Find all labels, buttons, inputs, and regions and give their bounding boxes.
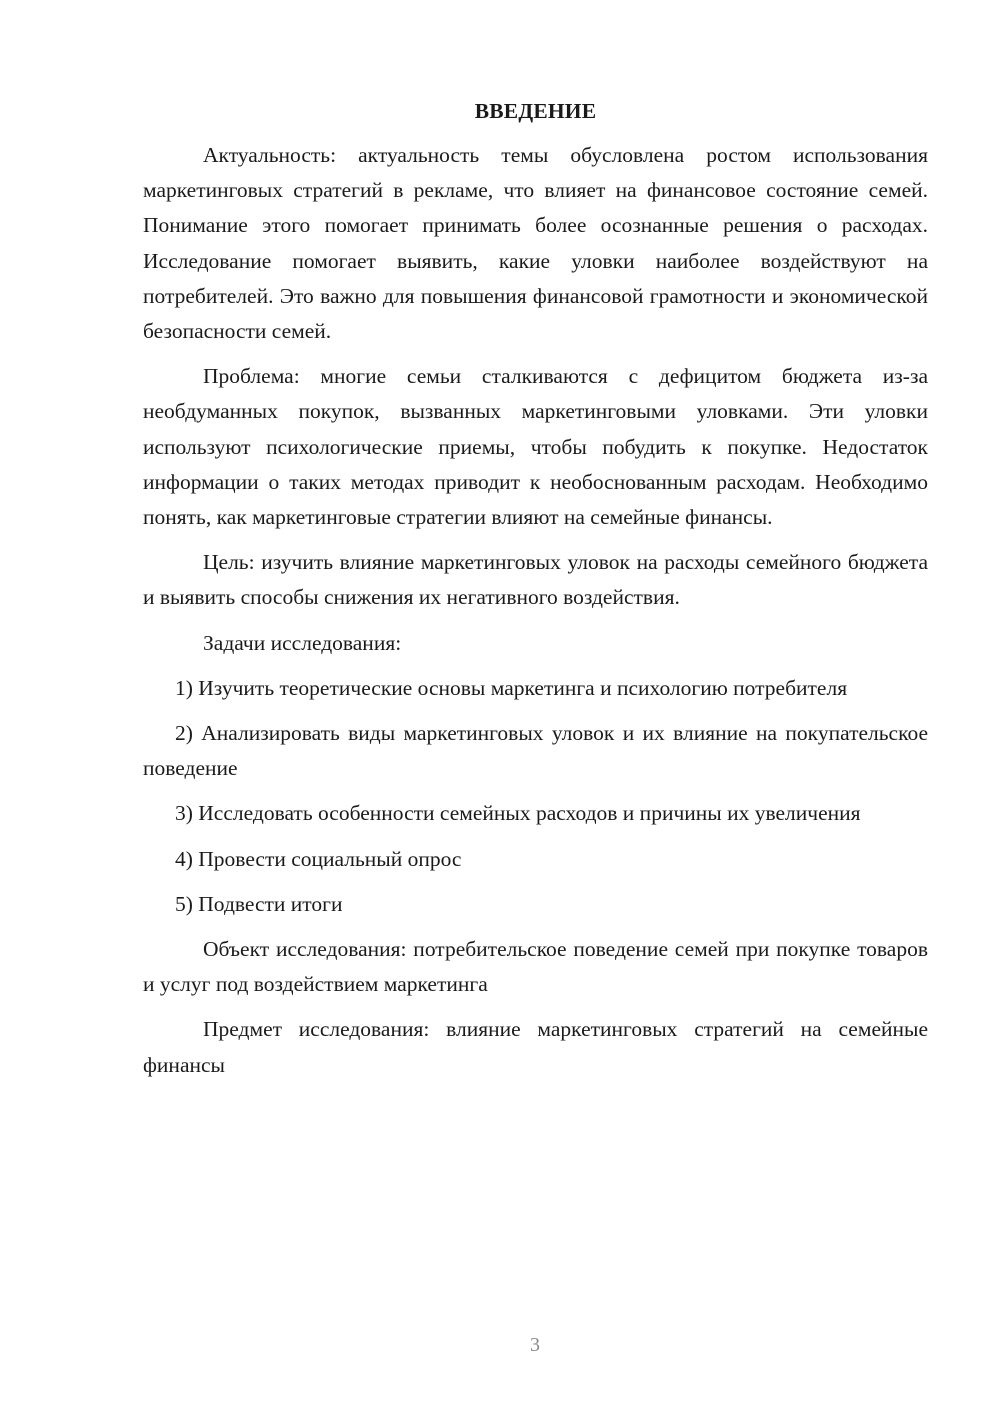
task-item-1: 1) Изучить теоретические основы маркетинга и психологию потребителя — [175, 675, 848, 700]
paragraph-object: Объект исследования: потребительское поведение семей при покупке товаров и услуг под воздействием маркетинга — [143, 937, 928, 997]
paragraph-problem: Проблема: многие семьи сталкиваются с дефицитом бюджета из-за необдуманных покупок, вызванных маркетинговыми уловками. Эти уловки используют психологические приемы, чтобы побудить к покупке. Недостаток информации о таких методах приводит к необоснованным расходам. Необходимо понять, как маркетинговые стратегии влияют на семейные финансы. — [143, 364, 928, 530]
task-item-3: 3) Исследовать особенности семейных расходов и причины их увеличения — [175, 801, 861, 826]
task-item-2: 2) Анализировать виды маркетинговых уловок и их влияние на покупательское поведение — [143, 721, 928, 781]
paragraph-goal: Цель: изучить влияние маркетинговых уловок на расходы семейного бюджета и выявить способы снижения их негативного воздействия. — [143, 550, 928, 610]
page-title: ВВЕДЕНИЕ — [474, 99, 597, 123]
paragraph-subject: Предмет исследования: влияние маркетинговых стратегий на семейные финансы — [143, 1017, 928, 1077]
tasks-heading: Задачи исследования: — [203, 630, 402, 655]
page-number: 3 — [530, 1334, 540, 1356]
task-item-5: 5) Подвести итоги — [175, 891, 343, 916]
task-item-4: 4) Провести социальный опрос — [175, 846, 462, 871]
page-content — [143, 96, 928, 1093]
paragraph-relevance: Актуальность: актуальность темы обусловлена ростом использования маркетинговых стратегий в рекламе, что влияет на финансовое состояние семей. Понимание этого помогает принимать более осознанные решения о расходах. Исследование помогает выявить, какие уловки наиболее воздействуют на потребителей. Это важно для повышения финансовой грамотности и экономической безопасности семей. — [143, 143, 928, 344]
